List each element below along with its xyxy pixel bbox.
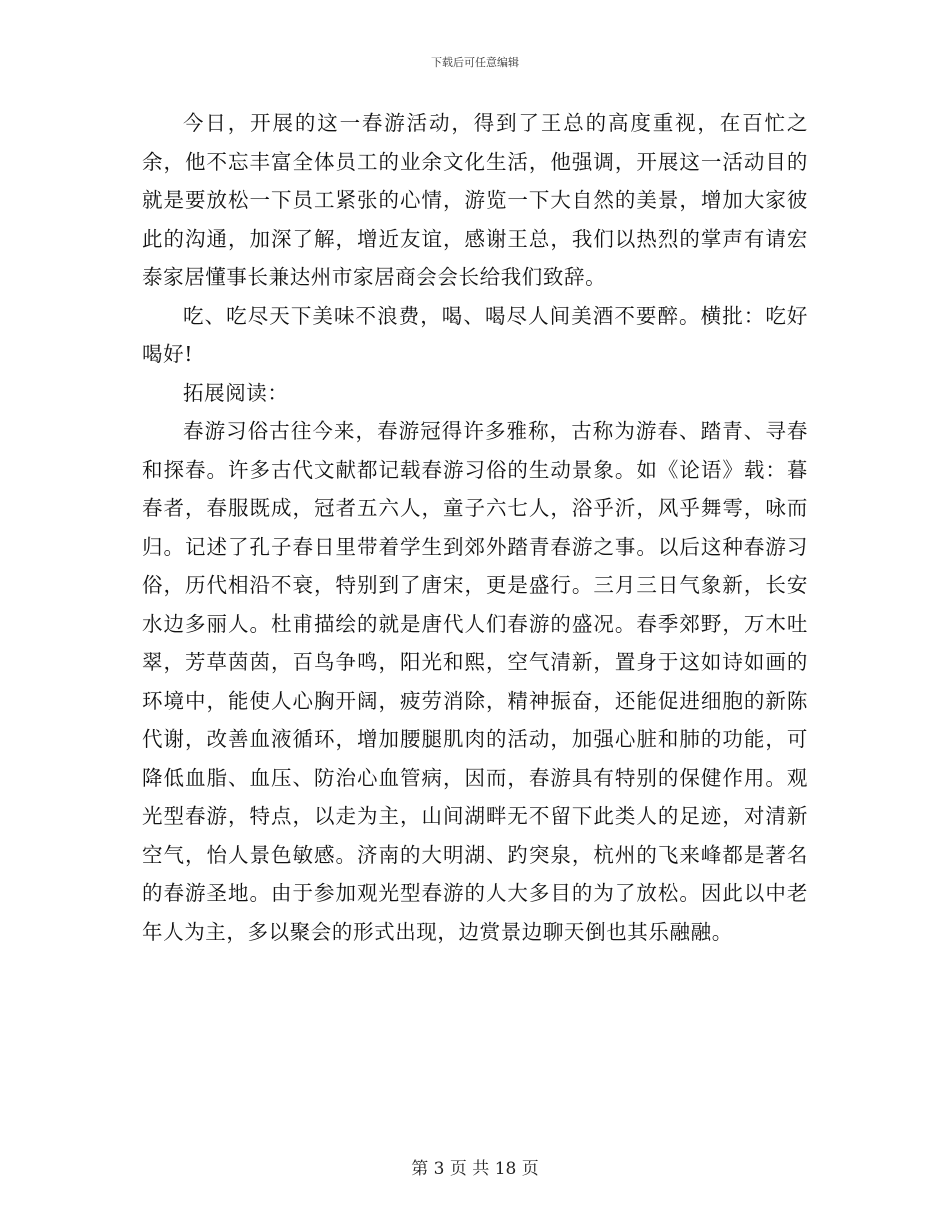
page-header: 下载后可任意编辑 bbox=[431, 56, 519, 69]
document-body bbox=[142, 104, 808, 951]
paragraph-spring-outing-customs: 春游习俗古往今来，春游冠得许多雅称，古称为游春、踏青、寻春和探春。许多古代文献都记载春游习俗的生动景象。如《论语》载：暮春者，春服既成，冠者五六人，童子六七人，浴乎沂，风乎舞雩，咏而归。记述了孔子春日里带着学生到郊外踏青春游之事。以后这种春游习俗，历代相沿不衰，特别到了唐宋，更是盛行。三月三日气象新，长安水边多丽人。杜甫描绘的就是唐代人们春游的盛况。春季郊野，万木吐翠，芳草茵茵，百鸟争鸣，阳光和熙，空气清新，置身于这如诗如画的环境中，能使人心胸开阔，疲劳消除，精神振奋，还能促进细胞的新陈代谢，改善血液循环，增加腰腿肌肉的活动，加强心脏和肺的功能，可降低血脂、血压、防治心血管病，因而，春游具有特别的保健作用。观光型春游，特点，以走为主，山间湖畔无不留下此类人的足迹，对清新空气，怡人景色敏感。济南的大明湖、趵突泉，杭州的飞来峰都是著名的春游圣地。由于参加观光型春游的人大多目的为了放松。因此以中老年人为主，多以聚会的形式出现，边赏景边聊天倒也其乐融融。 bbox=[142, 419, 808, 944]
page-number: 第 3 页 共 18 页 bbox=[411, 1159, 539, 1179]
paragraph-speech: 今日，开展的这一春游活动，得到了王总的高度重视，在百忙之余，他不忘丰富全体员工的业余文化生活，他强调，开展这一活动目的就是要放松一下员工紧张的心情，游览一下大自然的美景，增加大家彼此的沟通，加深了解，增近友谊，感谢王总，我们以热烈的掌声有请宏泰家居懂事长兼达州市家居商会会长给我们致辞。 bbox=[142, 111, 808, 289]
paragraph-couplet: 吃、吃尽天下美味不浪费，喝、喝尽人间美酒不要醉。横批：吃好喝好! bbox=[142, 303, 808, 366]
paragraph-extended-reading-heading: 拓展阅读： bbox=[183, 380, 289, 405]
